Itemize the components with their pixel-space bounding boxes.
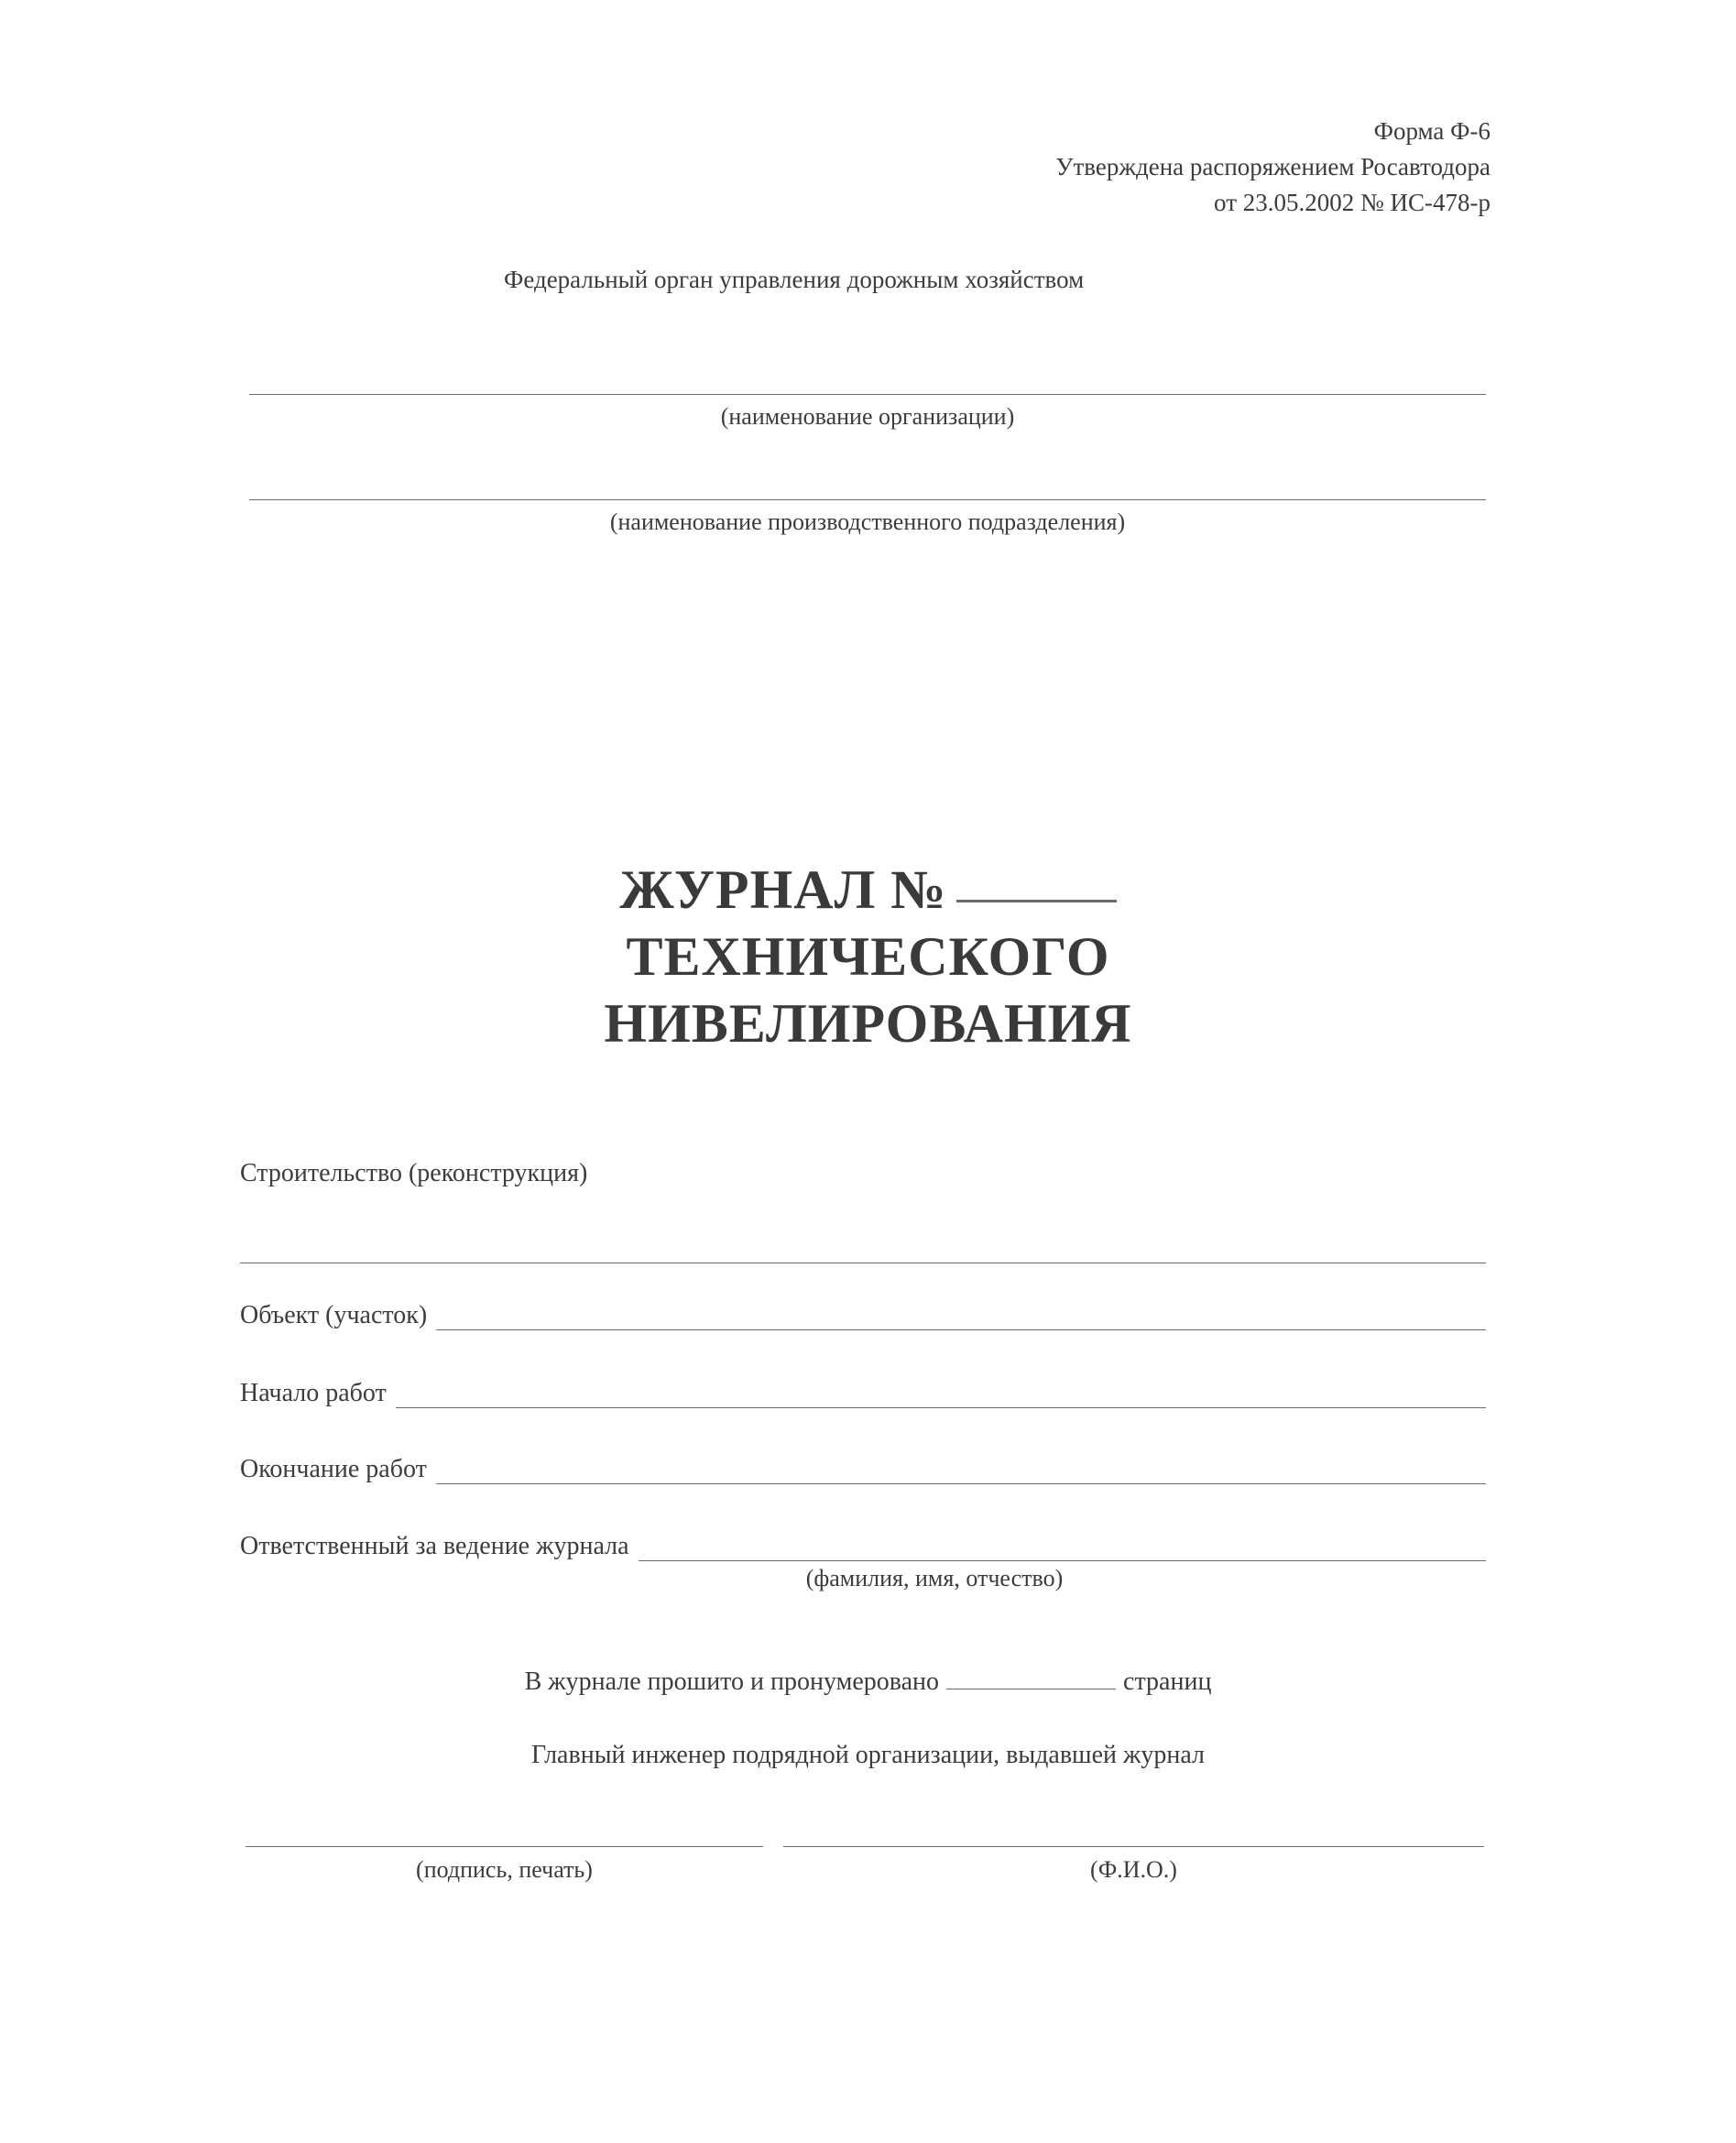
start-label: Начало работ (240, 1379, 387, 1407)
stitched-suffix-label: страниц (1123, 1667, 1212, 1696)
construction-label: Строительство (реконструкция) (240, 1159, 588, 1187)
subdivision-field[interactable] (249, 499, 1486, 536)
signature-stamp-caption: (подпись, печать) (416, 1856, 593, 1883)
signature-fio-field[interactable] (783, 1846, 1484, 1884)
title-line-2: ТЕХНИЧЕСКОГО (626, 926, 1110, 988)
object-input-rule[interactable] (436, 1309, 1486, 1330)
field-end-date[interactable] (240, 1455, 1486, 1484)
signature-fio-caption: (Ф.И.О.) (1090, 1856, 1177, 1883)
page-title (0, 857, 1736, 1058)
signature-fio-input-rule[interactable] (783, 1846, 1484, 1847)
signature-stamp-input-rule[interactable] (246, 1846, 763, 1847)
form-code: Форма Ф-6 (1373, 117, 1490, 145)
title-line-3: НИВЕЛИРОВАНИЯ (604, 993, 1132, 1055)
journal-number-input-rule[interactable] (956, 900, 1117, 902)
approved-by: Утверждена распоряжением Росавтодора (1055, 153, 1490, 181)
organization-field[interactable] (249, 394, 1486, 431)
field-construction (240, 1159, 1486, 1188)
responsible-caption: (фамилия, имя, отчество) (805, 1565, 1064, 1591)
responsible-input-rule[interactable] (639, 1540, 1486, 1561)
organization-input-rule[interactable] (249, 394, 1486, 395)
title-journal-number-label: ЖУРНАЛ № (619, 859, 947, 920)
organization-caption: (наименование организации) (720, 403, 1015, 430)
subdivision-input-rule[interactable] (249, 499, 1486, 500)
subdivision-caption: (наименование производственного подразделения) (609, 508, 1126, 535)
object-label: Объект (участок) (240, 1301, 428, 1329)
approval-reference: от 23.05.2002 № ИС-478-р (1214, 189, 1490, 217)
authority-label: Федеральный орган управления дорожным хозяйством (504, 266, 1085, 293)
field-object[interactable] (240, 1301, 1486, 1330)
field-responsible[interactable] (240, 1532, 1486, 1561)
field-start-date[interactable] (240, 1379, 1486, 1408)
responsible-label: Ответственный за ведение журнала (240, 1532, 629, 1560)
form-header (1055, 114, 1490, 221)
title-line-1 (0, 857, 1736, 924)
stitched-prefix-label: В журнале прошито и пронумеровано (524, 1667, 940, 1696)
chief-engineer-label: Главный инженер подрядной организации, выдавшей журнал (531, 1741, 1205, 1769)
signature-stamp-field[interactable] (246, 1846, 763, 1884)
end-input-rule[interactable] (436, 1463, 1486, 1484)
start-input-rule[interactable] (396, 1387, 1486, 1408)
stitched-pages-statement (0, 1667, 1736, 1697)
end-label: Окончание работ (240, 1455, 427, 1483)
